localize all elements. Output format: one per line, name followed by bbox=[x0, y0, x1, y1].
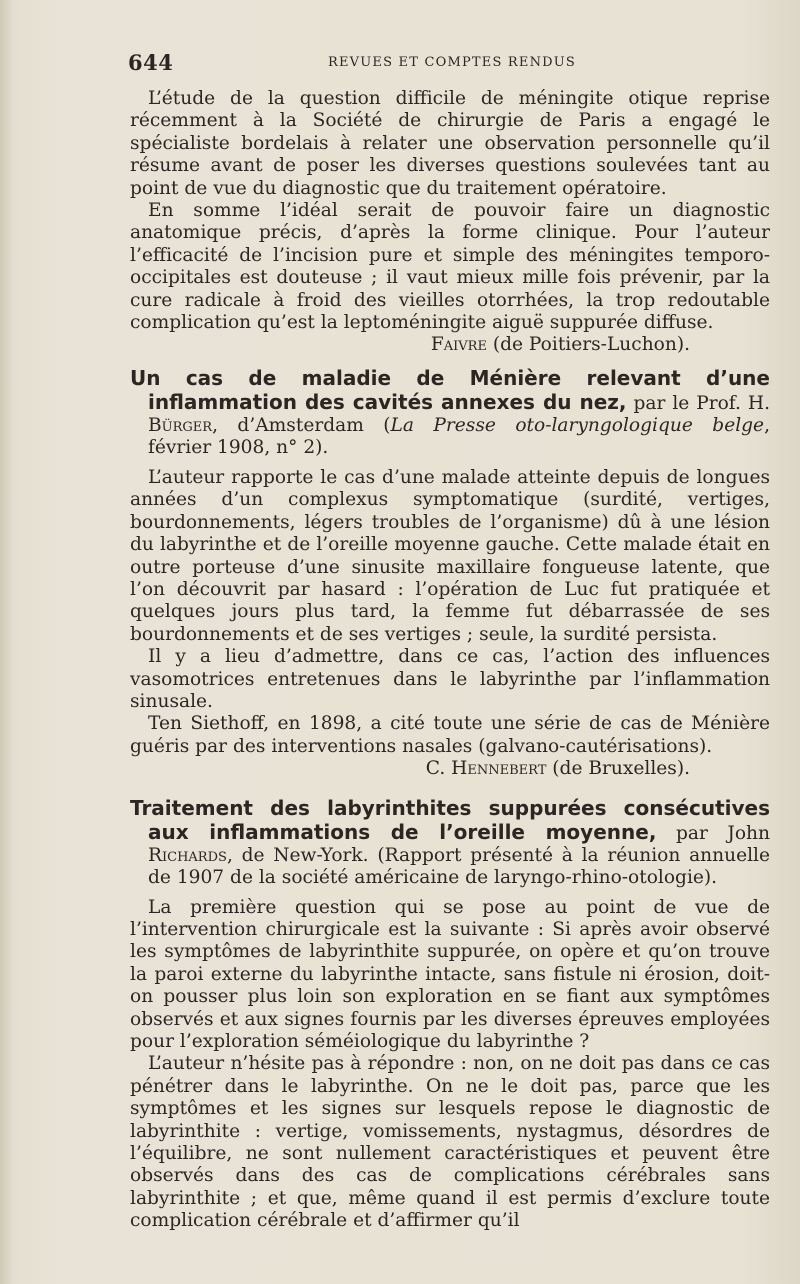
article2-paragraph-1: L’auteur rapporte le cas d’une malade atteinte depuis de longues années d’un complexus symptomatique (surdité, vertiges, bourdonnements, légers troubles de l’organisme) dû à une lésion du labyrinthe et de l’oreille moyenne gauche. Cette malade était en outre porteuse d’une sinusite maxillaire fongueuse latente, que l’on découvrit par hasard : l’opération de Luc fut pratiquée et quelques jours plus tard, la femme fut débarrassée de ses bourdonnements et de ses vertiges ; seule, la surdité persista. bbox=[130, 466, 770, 645]
article1-paragraph-2: En somme l’idéal serait de pouvoir faire un diagnostic anatomique précis, d’après la forme clinique. Pour l’auteur l’efficacité de l’incision pure et simple des méningites temporo-occipitales est douteuse ; il vaut mieux mille fois prévenir, par la cure radicale à froid des vieilles otorrhées, la trop redoutable complication qu’est la leptoméningite aiguë suppurée diffuse. bbox=[130, 200, 770, 334]
section-gap bbox=[130, 781, 770, 787]
article3-author: Richards bbox=[148, 844, 227, 866]
article3-rest: , de New-York. (Rapport présenté à la réunion annuelle de 1907 de la société américaine de laryngo-rhino-otologie). bbox=[148, 844, 770, 888]
article3-paragraph-2: L’auteur n’hésite pas à répondre : non, on ne doit pas dans ce cas pénétrer dans le labyrinthe. On ne le doit pas, parce que les symptômes et les signes sur lesquels repose le diagnostic de labyrinthite : vertige, vomissements, nystagmus, désordres de l’équilibre, ne sont nullement caractéristiques et peuvent être observés dans des cas de complications cérébrales sans labyrinthite ; et que, même quand il est permis d’exclure toute complication cérébrale et d’affirmer qu’il bbox=[130, 1053, 770, 1232]
article2-signature-name: Hennebert bbox=[451, 758, 547, 780]
page-header bbox=[128, 50, 768, 80]
article2-paragraph-3: Ten Siethoff, en 1898, a cité toute une série de cas de Ménière guéris par des interventions nasales (galvano-cautérisations). bbox=[130, 713, 770, 757]
article2-signature bbox=[130, 758, 770, 780]
article3-title: Traitement des labyrinthites suppurées consécutives aux inflammations de l’oreille moyenne, bbox=[130, 795, 770, 844]
article2-by: par le Prof. H. bbox=[626, 392, 771, 414]
article2-signature-initial: C. bbox=[425, 758, 452, 780]
article2-journal: La Presse oto-laryngologique belge bbox=[390, 414, 765, 436]
article3-heading bbox=[130, 797, 770, 889]
article3-paragraph-1: La première question qui se pose au point de vue de l’intervention chirurgicale est la suivante : Si après avoir observé les symptômes de labyrinthite suppurée, on opère et qu’on trouve la paroi externe du labyrinthe intacte, sans fistule ni érosion, doit-on pousser plus loin son exploration en se fiant aux symptômes observés et aux signes fournis par les diverses épreuves employées pour l’exploration séméiologique du labyrinthe ? bbox=[130, 896, 770, 1052]
running-head: REVUES ET COMPTES RENDUS bbox=[328, 55, 577, 70]
article2-author: Bürger bbox=[148, 414, 213, 436]
article2-signature-place: (de Bruxelles). bbox=[546, 758, 690, 780]
article2-date: , février 1908, n° 2). bbox=[148, 414, 770, 458]
article1-signature bbox=[130, 334, 770, 356]
page-number: 644 bbox=[128, 50, 174, 75]
article1-signature-place: (de Poitiers-Luchon). bbox=[486, 334, 690, 356]
article3-by: par John bbox=[656, 822, 771, 844]
article2-from: , d’Amsterdam ( bbox=[212, 414, 391, 436]
article2-heading bbox=[130, 367, 770, 459]
article1-signature-name: Faivre bbox=[430, 334, 487, 356]
article2-paragraph-2: Il y a lieu d’admettre, dans ce cas, l’action des influences vasomotrices entretenues dans le labyrinthe par l’inflammation sinusale. bbox=[130, 646, 770, 712]
page-content bbox=[130, 88, 770, 1233]
article2-title: Un cas de maladie de Ménière relevant d’une inflammation des cavités annexes du nez, bbox=[130, 365, 770, 414]
article1-paragraph-1: L’étude de la question difficile de méningite otique reprise récemment à la Société de chirurgie de Paris a engagé le spécialiste bordelais à relater une observation personnelle qu’il résume avant de poser les diverses questions soulevées tant au point de vue du diagnostic que du traitement opératoire. bbox=[130, 88, 770, 199]
